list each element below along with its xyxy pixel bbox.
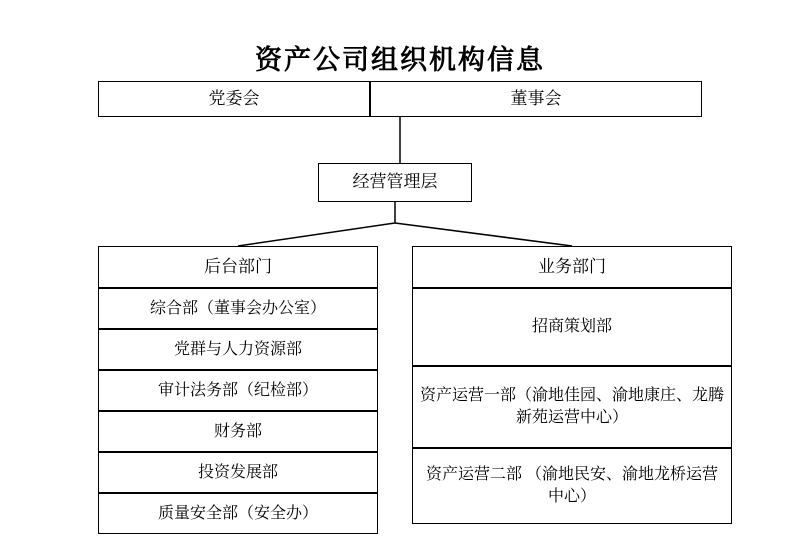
node-backoffice-item[interactable]: 财务部 [98, 411, 378, 452]
node-business-item[interactable]: 资产运营二部 （渝地民安、渝地龙桥运营中心） [412, 448, 732, 524]
node-backoffice-item[interactable]: 综合部（董事会办公室） [98, 288, 378, 329]
page-title: 资产公司组织机构信息 [255, 45, 545, 75]
node-backoffice-item[interactable]: 党群与人力资源部 [98, 329, 378, 370]
node-backoffice-item[interactable]: 投资发展部 [98, 452, 378, 493]
node-business-header[interactable]: 业务部门 [412, 246, 732, 288]
node-backoffice-item[interactable]: 质量安全部（安全办） [98, 493, 378, 534]
node-backoffice-item[interactable]: 审计法务部（纪检部） [98, 370, 378, 411]
node-board-of-directors[interactable]: 董事会 [370, 81, 702, 117]
node-management-layer[interactable]: 经营管理层 [318, 163, 472, 202]
node-backoffice-header[interactable]: 后台部门 [98, 246, 378, 288]
node-business-item[interactable]: 招商策划部 [412, 288, 732, 366]
node-business-item[interactable]: 资产运营一部（渝地佳园、渝地康庄、龙腾新苑运营中心） [412, 366, 732, 448]
node-party-committee[interactable]: 党委会 [98, 81, 370, 117]
